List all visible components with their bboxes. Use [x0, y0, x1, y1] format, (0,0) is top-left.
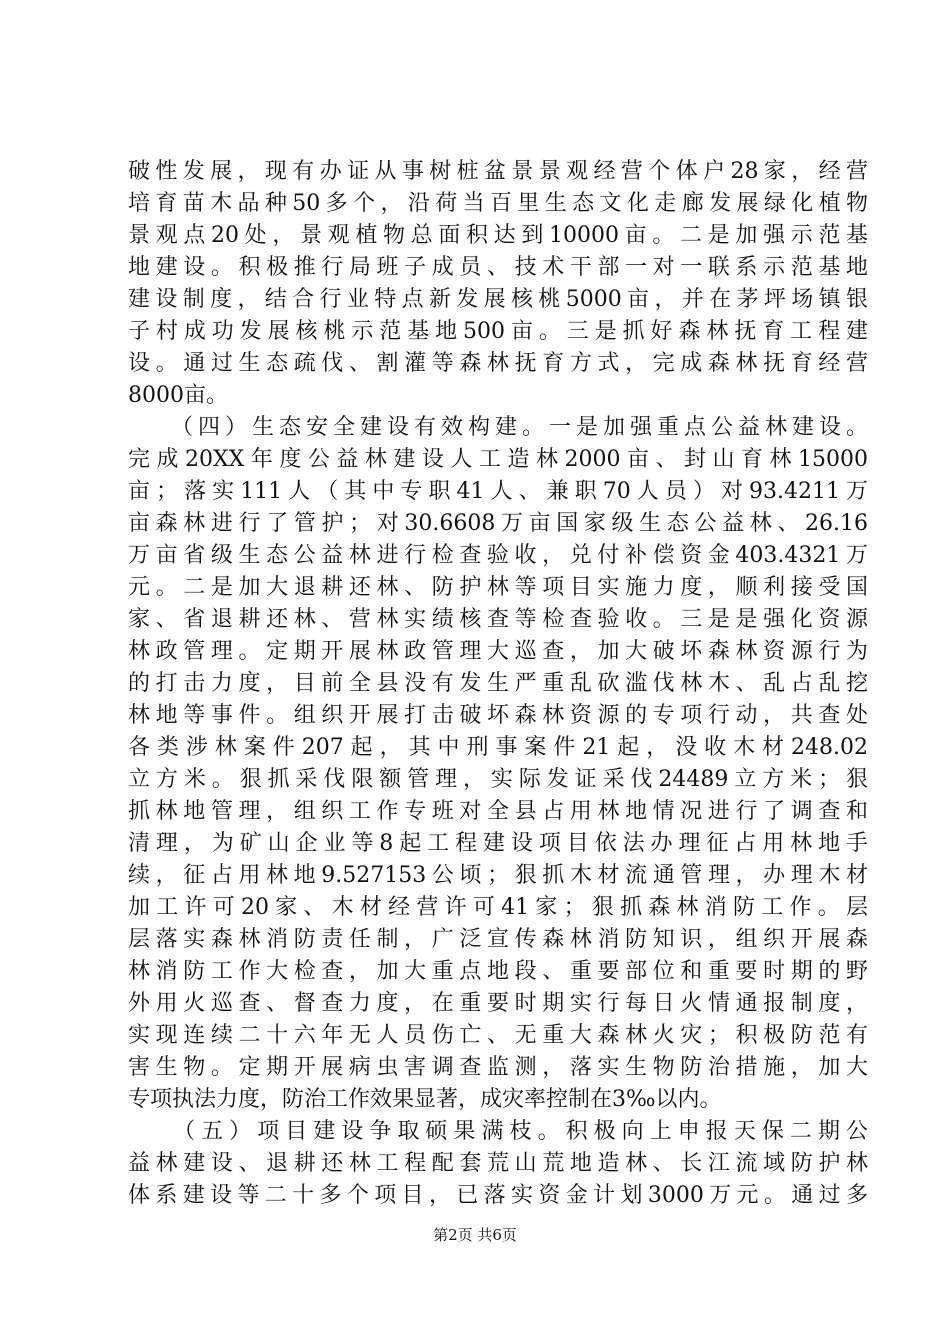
text-line: 外用火巡查、督查力度，在重要时期实行每日火情通报制度，: [128, 991, 868, 1016]
text-line: 家、省退耕还林、营林实绩核查等检查验收。三是是强化资源: [128, 607, 868, 632]
text-line: 立方米。狠抓采伐限额管理，实际发证采伐24489立方米；狠: [128, 767, 868, 792]
text-line: 景观点20处，景观植物总面积达到10000亩。二是加强示范基: [128, 223, 868, 248]
text-line: 元。二是加大退耕还林、防护林等项目实施力度，顺利接受国: [128, 575, 868, 600]
text-line: 地建设。积极推行局班子成员、技术干部一对一联系示范基地: [128, 255, 868, 280]
text-line: 层落实森林消防责任制，广泛宣传森林消防知识，组织开展森: [128, 927, 868, 952]
page-number-footer: 第2页 共6页: [433, 1226, 517, 1244]
body-text: [128, 156, 868, 1212]
text-line: 害生物。定期开展病虫害调查监测，落实生物防治措施，加大: [128, 1055, 868, 1080]
text-line: （四）生态安全建设有效构建。一是加强重点公益林建设。: [128, 415, 868, 440]
text-line: 加工许可20家、木材经营许可41家；狠抓森林消防工作。层: [128, 895, 868, 920]
text-line: 万亩省级生态公益林进行检查验收，兑付补偿资金403.4321万: [128, 543, 868, 568]
text-line: 体系建设等二十多个项目，已落实资金计划3000万元。通过多: [128, 1183, 868, 1208]
text-line: 林地等事件。组织开展打击破坏森林资源的专项行动，共查处: [128, 703, 868, 728]
text-line: 林政管理。定期开展林政管理大巡查，加大破坏森林资源行为: [128, 639, 868, 664]
text-line: 培育苗木品种50多个，沿荷当百里生态文化走廊发展绿化植物: [128, 191, 868, 216]
text-line: （五）项目建设争取硕果满枝。积极向上申报天保二期公: [128, 1119, 868, 1144]
text-line: 专项执法力度，防治工作效果显著，成灾率控制在3‰以内。: [128, 1087, 722, 1112]
text-line: 益林建设、退耕还林工程配套荒山荒地造林、长江流域防护林: [128, 1151, 868, 1176]
text-line: 清理，为矿山企业等8起工程建设项目依法办理征占用林地手: [128, 831, 868, 856]
text-line: 建设制度，结合行业特点新发展核桃5000亩，并在茅坪场镇银: [128, 287, 868, 312]
text-line: 林消防工作大检查，加大重点地段、重要部位和重要时期的野: [128, 959, 868, 984]
text-line: 亩森林进行了管护；对30.6608万亩国家级生态公益林、26.16: [128, 511, 868, 536]
text-line: 8000亩。: [128, 383, 228, 408]
text-line: 的打击力度，目前全县没有发生严重乱砍滥伐林木、乱占乱挖: [128, 671, 868, 696]
text-line: 续，征占用林地9.527153公顷；狠抓木材流通管理，办理木材: [128, 863, 868, 888]
text-line: 亩；落实111人（其中专职41人、兼职70人员）对93.4211万: [128, 479, 868, 504]
text-line: 子村成功发展核桃示范基地500亩。三是抓好森林抚育工程建: [128, 319, 868, 344]
text-line: 完成20XX年度公益林建设人工造林2000亩、封山育林15000: [128, 447, 868, 472]
text-line: 抓林地管理，组织工作专班对全县占用林地情况进行了调查和: [128, 799, 868, 824]
text-line: 设。通过生态疏伐、割灌等森林抚育方式，完成森林抚育经营: [128, 351, 868, 376]
text-line: 破性发展，现有办证从事树桩盆景景观经营个体户28家，经营: [128, 159, 868, 184]
text-line: 各类涉林案件207起，其中刑事案件21起，没收木材248.02: [128, 735, 868, 760]
text-line: 实现连续二十六年无人员伤亡、无重大森林火灾；积极防范有: [128, 1023, 868, 1048]
